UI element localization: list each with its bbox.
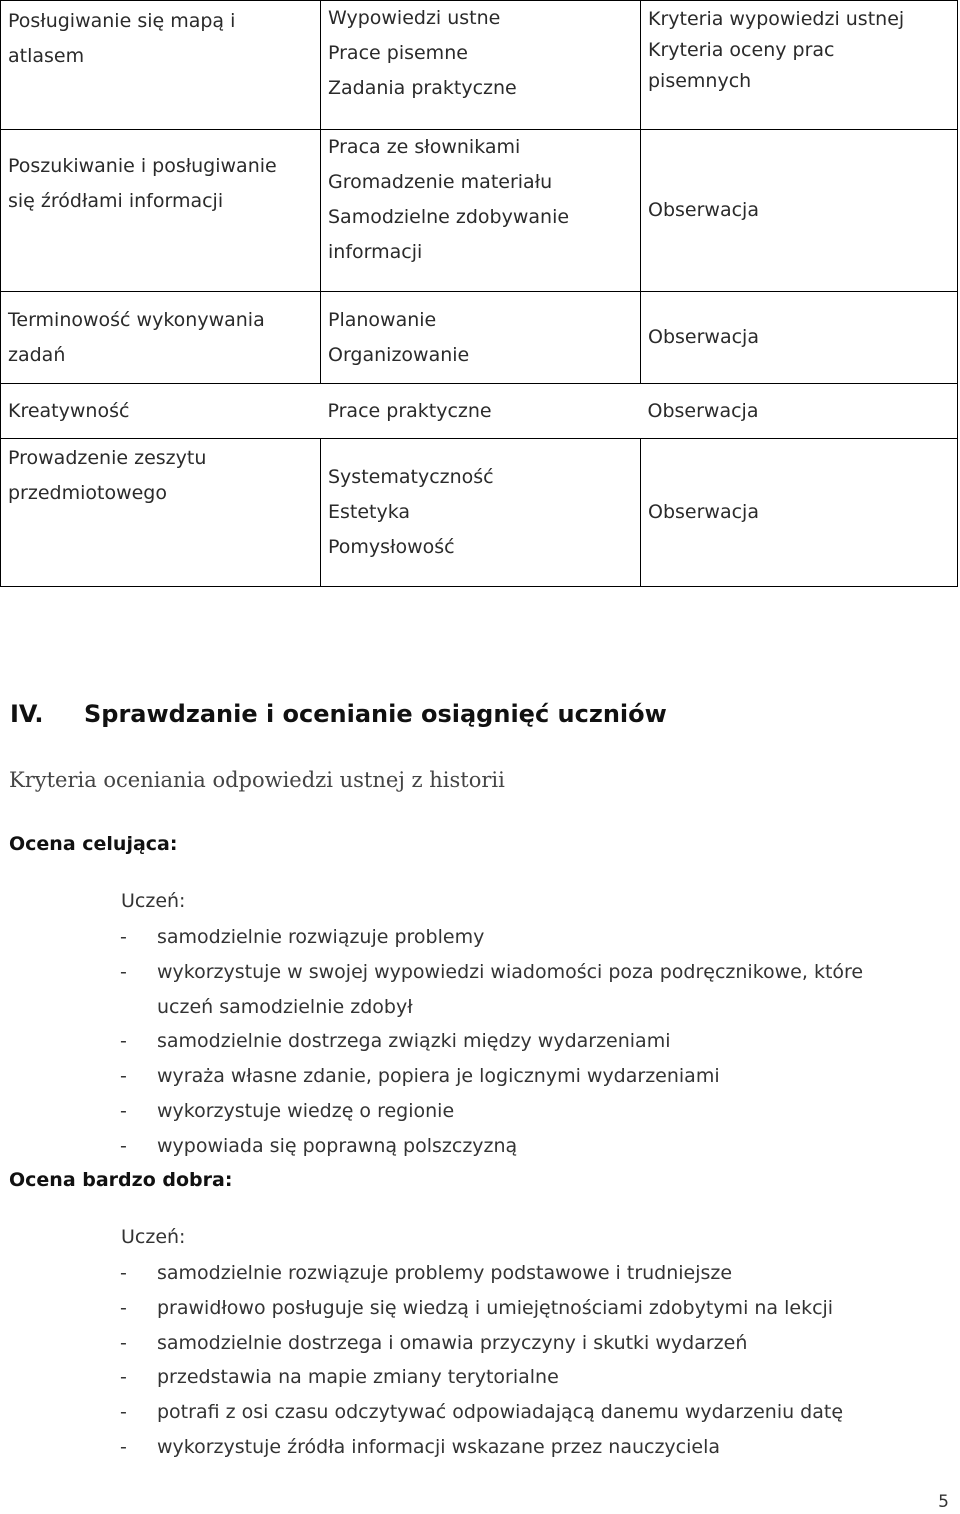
cell-text: Pomysłowość xyxy=(328,536,455,558)
criteria-table xyxy=(0,0,958,587)
table-cell xyxy=(321,292,641,384)
list-item-text: samodzielnie dostrzega związki między wydarzeniami xyxy=(157,1030,671,1053)
cell-text: Prace pisemne xyxy=(328,42,468,64)
cell-text: przedmiotowego xyxy=(8,482,167,504)
list-marker: - xyxy=(120,1435,127,1458)
table-cell xyxy=(1,384,321,439)
list-marker: - xyxy=(120,1030,127,1053)
table-cell xyxy=(321,384,641,439)
criteria-list xyxy=(0,920,863,1164)
list-item-text: wykorzystuje wiedzę o regionie xyxy=(157,1099,455,1122)
list-marker: - xyxy=(120,1401,127,1424)
section-heading xyxy=(10,700,667,728)
list-item-text: prawidłowo posługuje się wiedzą i umiejętnościami zdobytymi na lekcji xyxy=(157,1296,834,1319)
table-row xyxy=(1,439,958,587)
cell-text: Zadania praktyczne xyxy=(328,77,517,99)
table-cell xyxy=(641,439,958,587)
list-item xyxy=(0,1326,843,1361)
list-item xyxy=(0,1430,843,1465)
table-row xyxy=(1,130,958,292)
list-item-text: potrafi z osi czasu odczytywać odpowiadającą danemu wydarzeniu datę xyxy=(157,1401,844,1424)
list-item xyxy=(0,1291,843,1326)
cell-text: Praca ze słownikami xyxy=(328,136,521,158)
grade-label: Ocena bardzo dobra: xyxy=(9,1169,233,1191)
list-marker: - xyxy=(120,1366,127,1389)
cell-text: Wypowiedzi ustne xyxy=(328,7,501,29)
cell-text: Kryteria oceny prac xyxy=(648,39,835,61)
table-cell xyxy=(321,439,641,587)
cell-text: Prowadzenie zeszytu xyxy=(8,447,207,469)
cell-text: Posługiwanie się mapą i xyxy=(8,10,236,32)
cell-text: Obserwacja xyxy=(647,399,759,422)
cell-text: Obserwacja xyxy=(648,199,759,221)
table-cell xyxy=(1,1,321,130)
cell-text: Systematyczność xyxy=(328,466,494,488)
table-cell xyxy=(641,1,958,130)
student-label: Uczeń: xyxy=(121,890,186,912)
list-item-text: przedstawia na mapie zmiany terytorialne xyxy=(157,1366,559,1389)
list-item-text: samodzielnie dostrzega i omawia przyczyny i skutki wydarzeń xyxy=(157,1331,748,1354)
list-item-text: wykorzystuje w swojej wypowiedzi wiadomości poza podręcznikowe, które xyxy=(157,960,864,983)
list-item xyxy=(0,1024,863,1059)
list-marker: - xyxy=(120,1134,127,1157)
list-item-text: wypowiada się poprawną polszczyzną xyxy=(157,1134,518,1157)
list-marker: - xyxy=(120,1065,127,1088)
criteria-list xyxy=(0,1256,843,1465)
list-item-text: wyraża własne zdanie, popiera je logicznymi wydarzeniami xyxy=(157,1065,720,1088)
list-item-text: samodzielnie rozwiązuje problemy xyxy=(157,926,485,948)
cell-text: pisemnych xyxy=(648,70,752,92)
cell-text: Terminowość wykonywania xyxy=(8,308,265,331)
table-cell xyxy=(641,130,958,292)
cell-text: Obserwacja xyxy=(648,326,759,348)
table-cell xyxy=(641,292,958,384)
list-item xyxy=(0,1094,863,1129)
cell-text: Gromadzenie materiału xyxy=(328,171,553,193)
list-item xyxy=(0,920,863,955)
list-marker: - xyxy=(120,1262,127,1284)
table-row xyxy=(1,1,958,130)
section-title: Sprawdzanie i ocenianie osiągnięć uczniów xyxy=(84,700,667,728)
list-item-text: wykorzystuje źródła informacji wskazane przez nauczyciela xyxy=(157,1435,721,1458)
list-marker: - xyxy=(120,1331,127,1354)
table-cell xyxy=(1,439,321,587)
list-item xyxy=(0,1360,843,1395)
list-item xyxy=(0,955,863,1025)
list-item xyxy=(0,1395,843,1430)
cell-text: się źródłami informacji xyxy=(8,190,224,212)
list-item-text: uczeń samodzielnie zdobył xyxy=(157,995,413,1018)
cell-text: Planowanie xyxy=(328,308,437,331)
cell-text: Samodzielne zdobywanie xyxy=(328,206,570,228)
student-label: Uczeń: xyxy=(121,1226,186,1248)
cell-text: Prace praktyczne xyxy=(327,399,492,422)
cell-text: Estetyka xyxy=(328,501,411,523)
cell-text: informacji xyxy=(328,241,423,263)
list-item xyxy=(0,1256,843,1291)
list-marker: - xyxy=(120,1099,127,1122)
table-cell xyxy=(1,292,321,384)
table-cell xyxy=(641,384,958,439)
table-cell xyxy=(1,130,321,292)
list-marker: - xyxy=(120,926,127,948)
grade-label: Ocena celująca: xyxy=(9,833,178,855)
cell-text: Kreatywność xyxy=(8,399,130,422)
list-item xyxy=(0,1059,863,1094)
table-cell xyxy=(321,130,641,292)
list-item-text: samodzielnie rozwiązuje problemy podstawowe i trudniejsze xyxy=(157,1262,733,1284)
table-row xyxy=(1,292,958,384)
list-marker: - xyxy=(120,1296,127,1319)
cell-text: Poszukiwanie i posługiwanie xyxy=(8,155,277,177)
cell-text: zadań xyxy=(8,343,66,366)
list-item xyxy=(0,1129,863,1164)
table-row xyxy=(1,384,958,439)
cell-text: Obserwacja xyxy=(648,501,759,523)
section-number: IV. xyxy=(10,700,44,728)
page-number: 5 xyxy=(938,1492,949,1512)
list-marker: - xyxy=(120,960,127,983)
cell-text: atlasem xyxy=(8,45,85,67)
cell-text: Organizowanie xyxy=(328,343,470,366)
section-subtitle: Kryteria oceniania odpowiedzi ustnej z historii xyxy=(9,768,505,792)
cell-text: Kryteria wypowiedzi ustnej xyxy=(648,8,905,30)
table-cell xyxy=(321,1,641,130)
